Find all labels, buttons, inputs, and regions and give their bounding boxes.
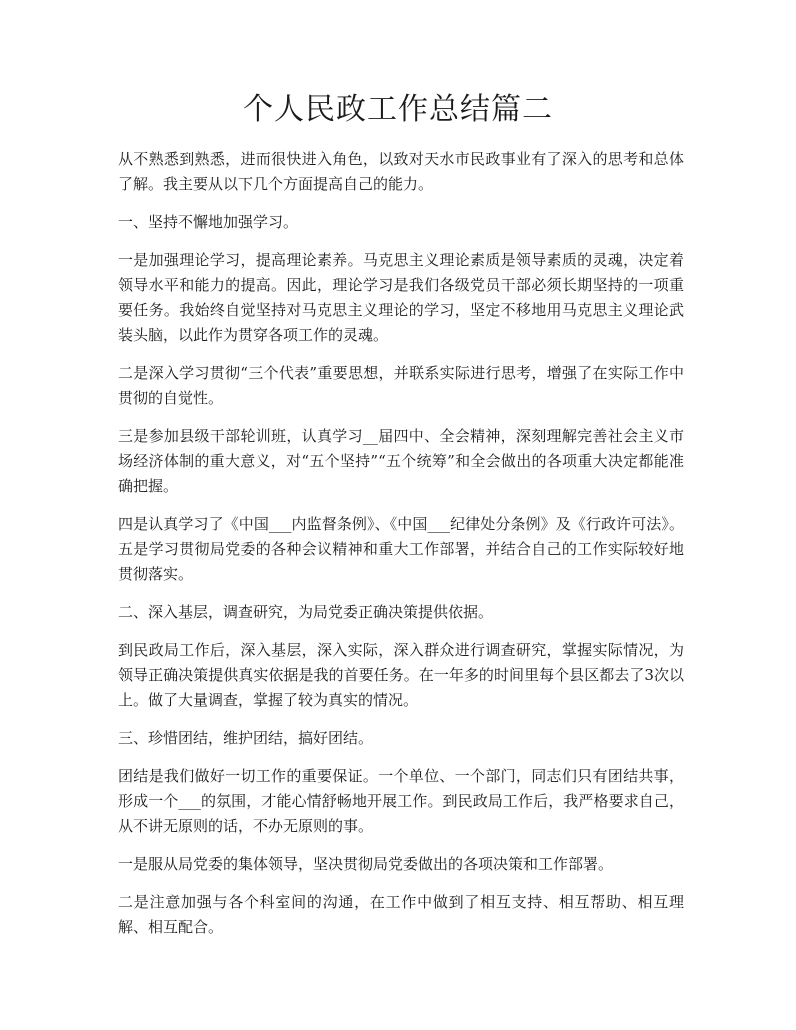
document-title: 个人民政工作总结篇二: [243, 92, 553, 127]
paragraph-three-represents: 二是深入学习贯彻“三个代表”重要思想，并联系实际进行思考，增强了在实际工作中贯彻的自觉性。: [118, 364, 684, 407]
paragraph-communication: 二是注意加强与各个科室间的沟通，在工作中做到了相互支持、相互帮助、相互理解、相互配合。: [118, 893, 684, 936]
section-heading-1: 一、坚持不懈地加强学习。: [118, 213, 299, 231]
paragraph-field-research: 到民政局工作后，深入基层，深入实际，深入群众进行调查研究，掌握实际情况，为领导正确决策提供真实依据是我的首要任务。在一年多的时间里每个县区都去了3次以上。做了大量调查，掌握了较为真实的情况。: [118, 641, 684, 709]
paragraph-theory-study: 一是加强理论学习，提高理论素养。马克思主义理论素质是领导素质的灵魂，决定着领导水平和能力的提高。因此，理论学习是我们各级党员干部必须长期坚持的一项重要任务。我始终自觉坚持对马克思主义理论的学习，坚定不移地用马克思主义理论武装头脑，以此作为贯穿各项工作的灵魂。: [118, 251, 684, 344]
paragraph-cadre-training: 三是参加县级干部轮训班，认真学习__届四中、全会精神，深刻理解完善社会主义市场经济体制的重大意义，对“五个坚持”“五个统筹”和全会做出的各项重大决定都能准确把握。: [118, 427, 684, 495]
section-heading-3: 三、珍惜团结，维护团结，搞好团结。: [118, 729, 374, 747]
paragraph-unity: 团结是我们做好一切工作的重要保证。一个单位、一个部门，同志们只有团结共事，形成一个___的氛围，才能心情舒畅地开展工作。到民政局工作后，我严格要求自己，从不讲无原则的话，不办无原则的事。: [118, 767, 684, 835]
paragraph-intro: 从不熟悉到熟悉，进而很快进入角色，以致对天水市民政事业有了深入的思考和总体了解。我主要从以下几个方面提高自己的能力。: [118, 150, 684, 193]
paragraph-regulations-study: 四是认真学习了《中国___内监督条例》、《中国___纪律处分条例》及《行政许可法》。五是学习贯彻局党委的各种会议精神和重大工作部署，并结合自己的工作实际较好地贯彻落实。: [118, 515, 684, 583]
document-body: [118, 147, 684, 953]
paragraph-obey-leadership: 一是服从局党委的集体领导，坚决贯彻局党委做出的各项决策和工作部署。: [118, 855, 614, 873]
section-heading-2: 二、深入基层，调查研究，为局党委正确决策提供依据。: [118, 603, 494, 621]
